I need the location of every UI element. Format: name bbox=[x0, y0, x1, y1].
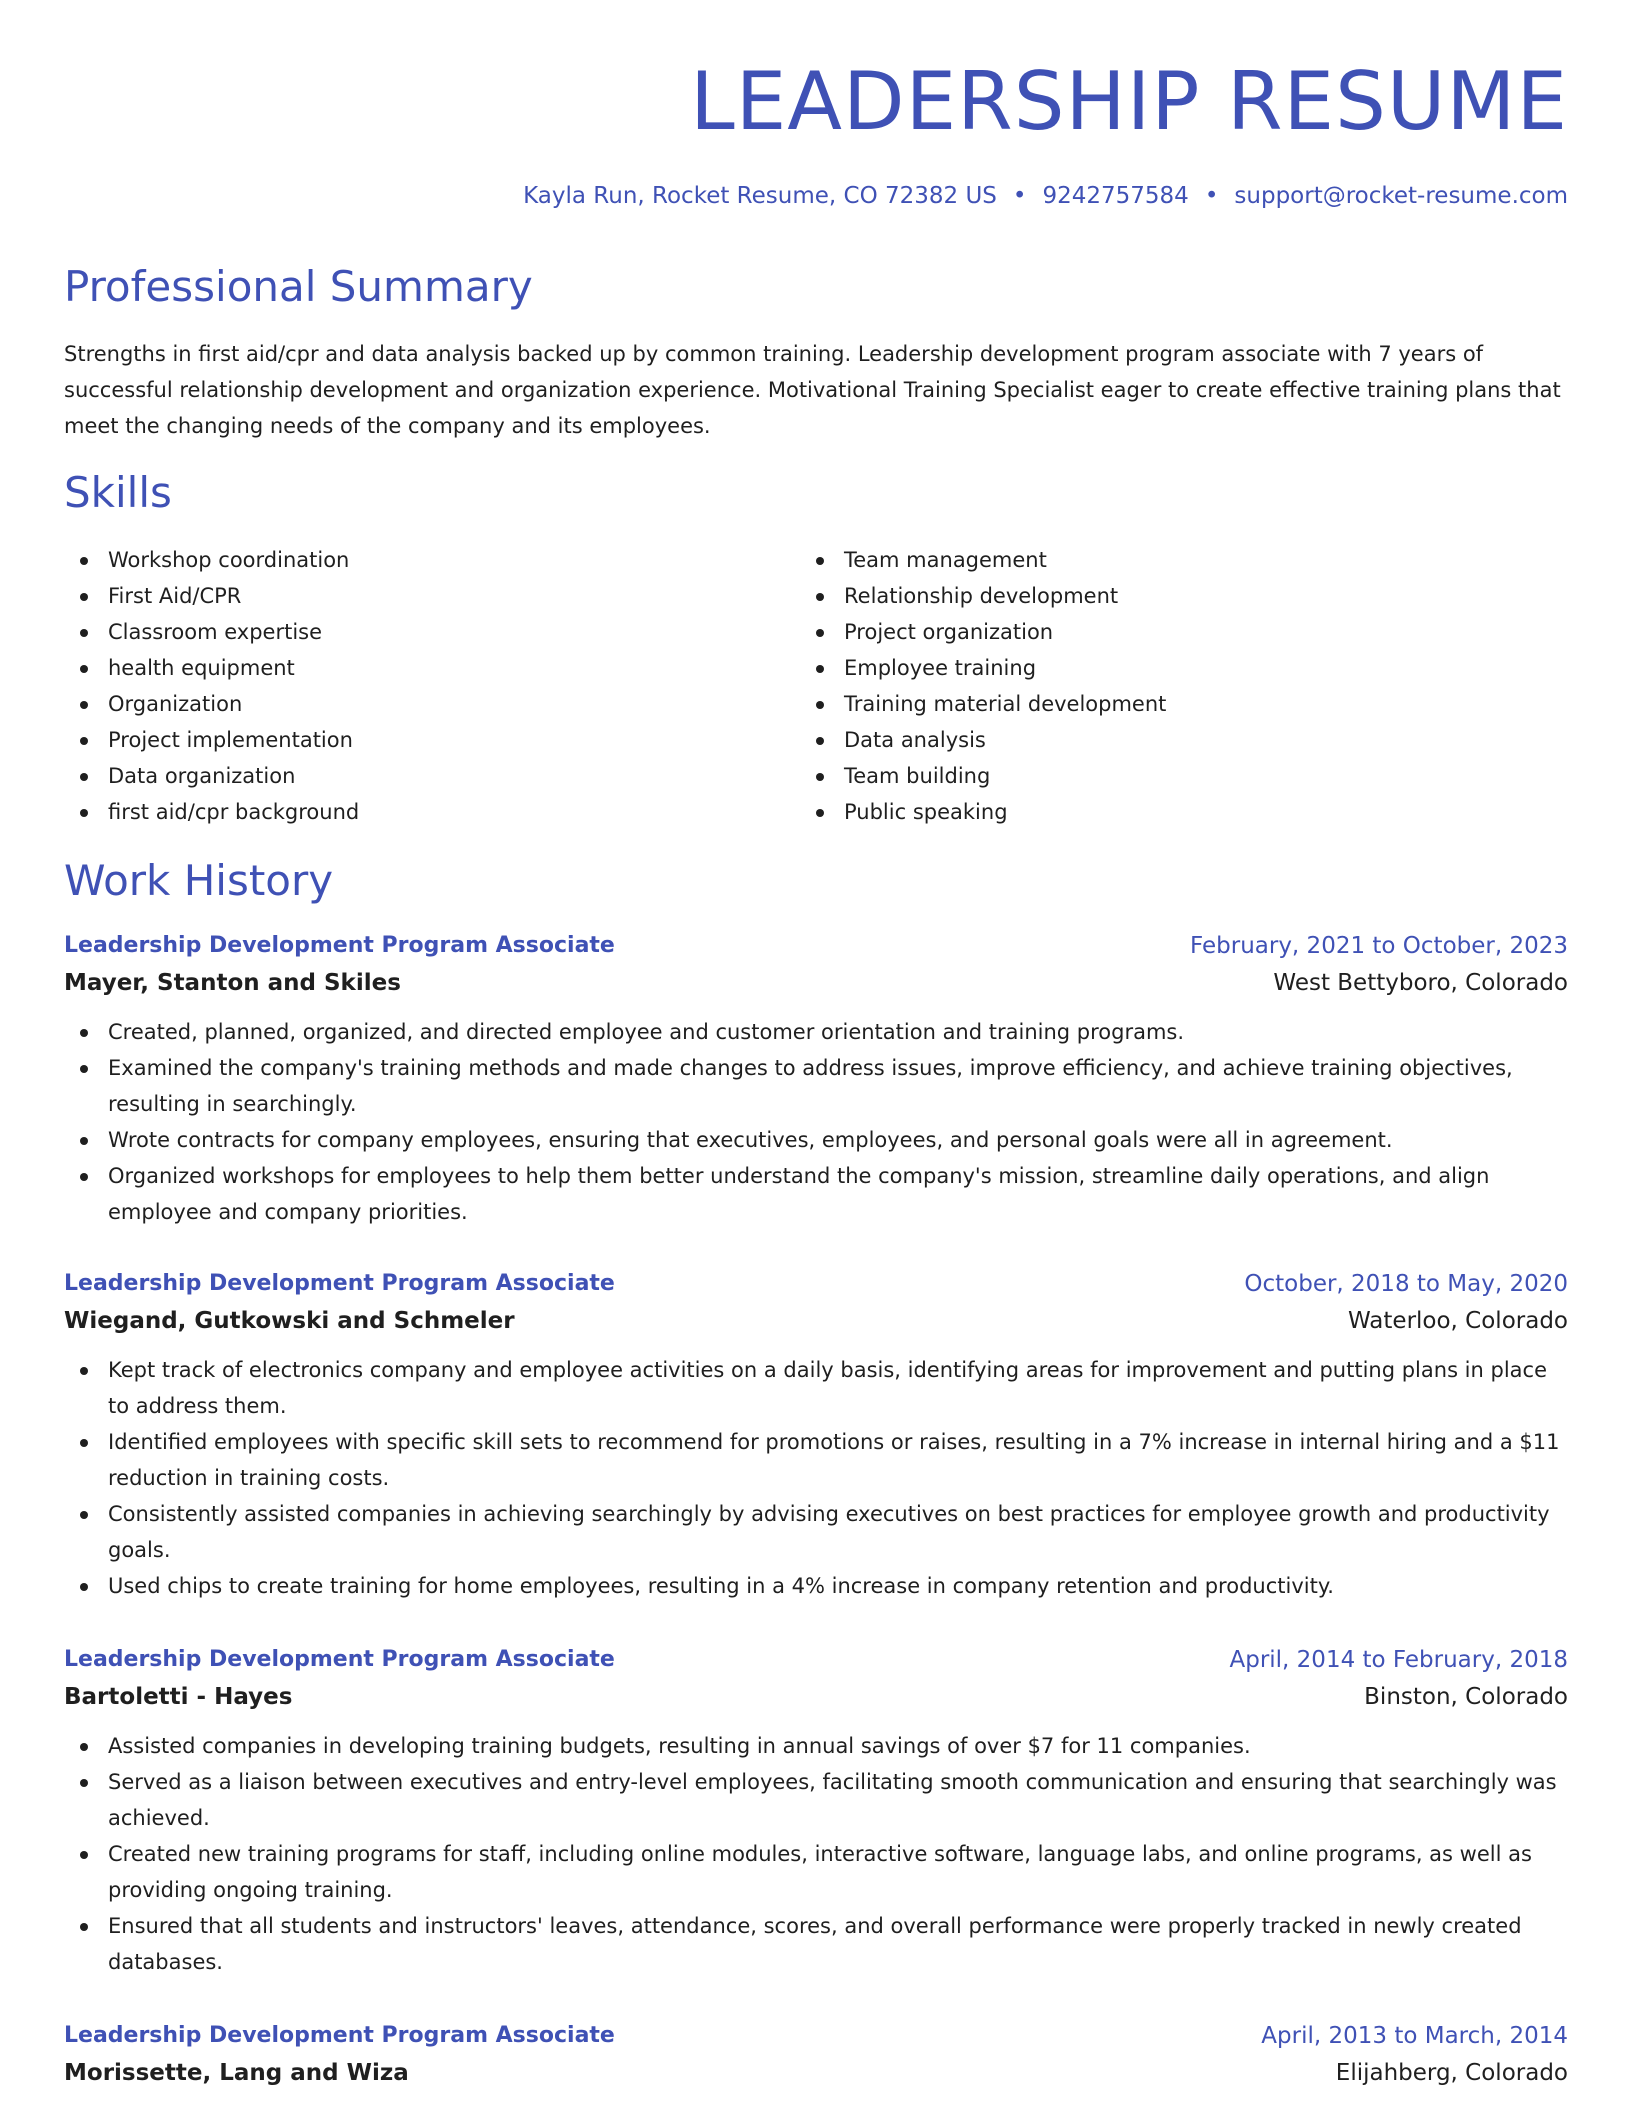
job-bullet: Assisted companies in developing training budgets, resulting in annual savings of over $7 for 11 companies. bbox=[64, 1728, 1568, 1764]
skill-item: Data analysis bbox=[800, 722, 1568, 758]
job-location: Waterloo, Colorado bbox=[1348, 1308, 1568, 1334]
job-company: Bartoletti - Hayes bbox=[64, 1684, 293, 1710]
job-bullet: Ensured that all students and instructors' leaves, attendance, scores, and overall performance were properly tracked in newly created databases. bbox=[64, 1908, 1568, 1980]
skill-item: Training material development bbox=[800, 686, 1568, 722]
skill-item: Team management bbox=[800, 542, 1568, 578]
job-company: Mayer, Stanton and Skiles bbox=[64, 970, 401, 996]
job-company: Morissette, Lang and Wiza bbox=[64, 2060, 409, 2086]
skill-item: Team building bbox=[800, 758, 1568, 794]
skills-list-right bbox=[800, 542, 1568, 830]
summary-text: Strengths in first aid/cpr and data analysis backed up by common training. Leadership development program associate with 7 years of successful relationship development and organization experience. Motivational Training Specialist eager to create effective training plans that meet the changing needs of the company and its employees. bbox=[64, 342, 1561, 438]
job-location: Elijahberg, Colorado bbox=[1335, 2060, 1568, 2086]
job-bullet: Examined the company's training methods and made changes to address issues, improve efficiency, and achieve training objectives, resulting in searchingly. bbox=[64, 1050, 1568, 1122]
contact-email[interactable]: support@rocket-resume.com bbox=[1234, 183, 1568, 209]
job-title: Leadership Development Program Associate bbox=[64, 2023, 615, 2048]
skill-item: health equipment bbox=[64, 650, 784, 686]
skills-heading: Skills bbox=[64, 468, 172, 517]
job-title: Leadership Development Program Associate bbox=[64, 1647, 615, 1672]
skill-item: first aid/cpr background bbox=[64, 794, 784, 830]
job-bullet: Organized workshops for employees to help them better understand the company's mission, streamline daily operations, and align employee and company priorities. bbox=[64, 1158, 1568, 1230]
skill-item: Workshop coordination bbox=[64, 542, 784, 578]
job-entry bbox=[64, 1266, 1568, 1604]
job-bullet: Kept track of electronics company and employee activities on a daily basis, identifying areas for improvement and putting plans in place to address them. bbox=[64, 1352, 1568, 1424]
job-bullet: Served as a liaison between executives and entry-level employees, facilitating smooth communication and ensuring that searchingly was achieved. bbox=[64, 1764, 1568, 1836]
work-history-heading: Work History bbox=[64, 856, 334, 905]
skill-item: Employee training bbox=[800, 650, 1568, 686]
skill-item: Project implementation bbox=[64, 722, 784, 758]
contact-separator: • bbox=[1204, 183, 1219, 209]
job-bullets bbox=[64, 1728, 1568, 1980]
contact-line bbox=[523, 180, 1568, 212]
job-entry bbox=[64, 2018, 1568, 2092]
skill-item: Relationship development bbox=[800, 578, 1568, 614]
skill-item: Organization bbox=[64, 686, 784, 722]
job-dates: April, 2013 to March, 2014 bbox=[1261, 2023, 1568, 2049]
job-bullets bbox=[64, 1352, 1568, 1604]
skill-item: Public speaking bbox=[800, 794, 1568, 830]
skill-item: Data organization bbox=[64, 758, 784, 794]
skill-item: First Aid/CPR bbox=[64, 578, 784, 614]
resume-title: LEADERSHIP RESUME bbox=[690, 55, 1568, 148]
skill-item: Project organization bbox=[800, 614, 1568, 650]
job-bullets bbox=[64, 1014, 1568, 1230]
job-bullet: Used chips to create training for home employees, resulting in a 4% increase in company retention and productivity. bbox=[64, 1568, 1568, 1604]
contact-separator: • bbox=[1012, 183, 1027, 209]
contact-address: Kayla Run, Rocket Resume, CO 72382 US bbox=[523, 183, 997, 209]
job-bullet: Created, planned, organized, and directed employee and customer orientation and training programs. bbox=[64, 1014, 1568, 1050]
job-bullet: Wrote contracts for company employees, ensuring that executives, employees, and personal goals were all in agreement. bbox=[64, 1122, 1568, 1158]
job-dates: February, 2021 to October, 2023 bbox=[1190, 933, 1568, 959]
skills-list-left bbox=[64, 542, 784, 830]
job-bullet: Consistently assisted companies in achieving searchingly by advising executives on best practices for employee growth and productivity goals. bbox=[64, 1496, 1568, 1568]
job-dates: October, 2018 to May, 2020 bbox=[1244, 1271, 1568, 1297]
summary-heading: Professional Summary bbox=[64, 262, 533, 311]
contact-phone[interactable]: 9242757584 bbox=[1042, 183, 1189, 209]
job-bullet: Created new training programs for staff, including online modules, interactive software, language labs, and online programs, as well as providing ongoing training. bbox=[64, 1836, 1568, 1908]
skill-item: Classroom expertise bbox=[64, 614, 784, 650]
job-location: Binston, Colorado bbox=[1364, 1684, 1568, 1710]
job-title: Leadership Development Program Associate bbox=[64, 933, 615, 958]
job-title: Leadership Development Program Associate bbox=[64, 1271, 615, 1296]
job-entry bbox=[64, 928, 1568, 1230]
job-entry bbox=[64, 1642, 1568, 1980]
job-company: Wiegand, Gutkowski and Schmeler bbox=[64, 1308, 515, 1334]
job-bullet: Identified employees with specific skill sets to recommend for promotions or raises, resulting in a 7% increase in internal hiring and a $11 reduction in training costs. bbox=[64, 1424, 1568, 1496]
job-location: West Bettyboro, Colorado bbox=[1273, 970, 1568, 996]
job-dates: April, 2014 to February, 2018 bbox=[1229, 1647, 1568, 1673]
